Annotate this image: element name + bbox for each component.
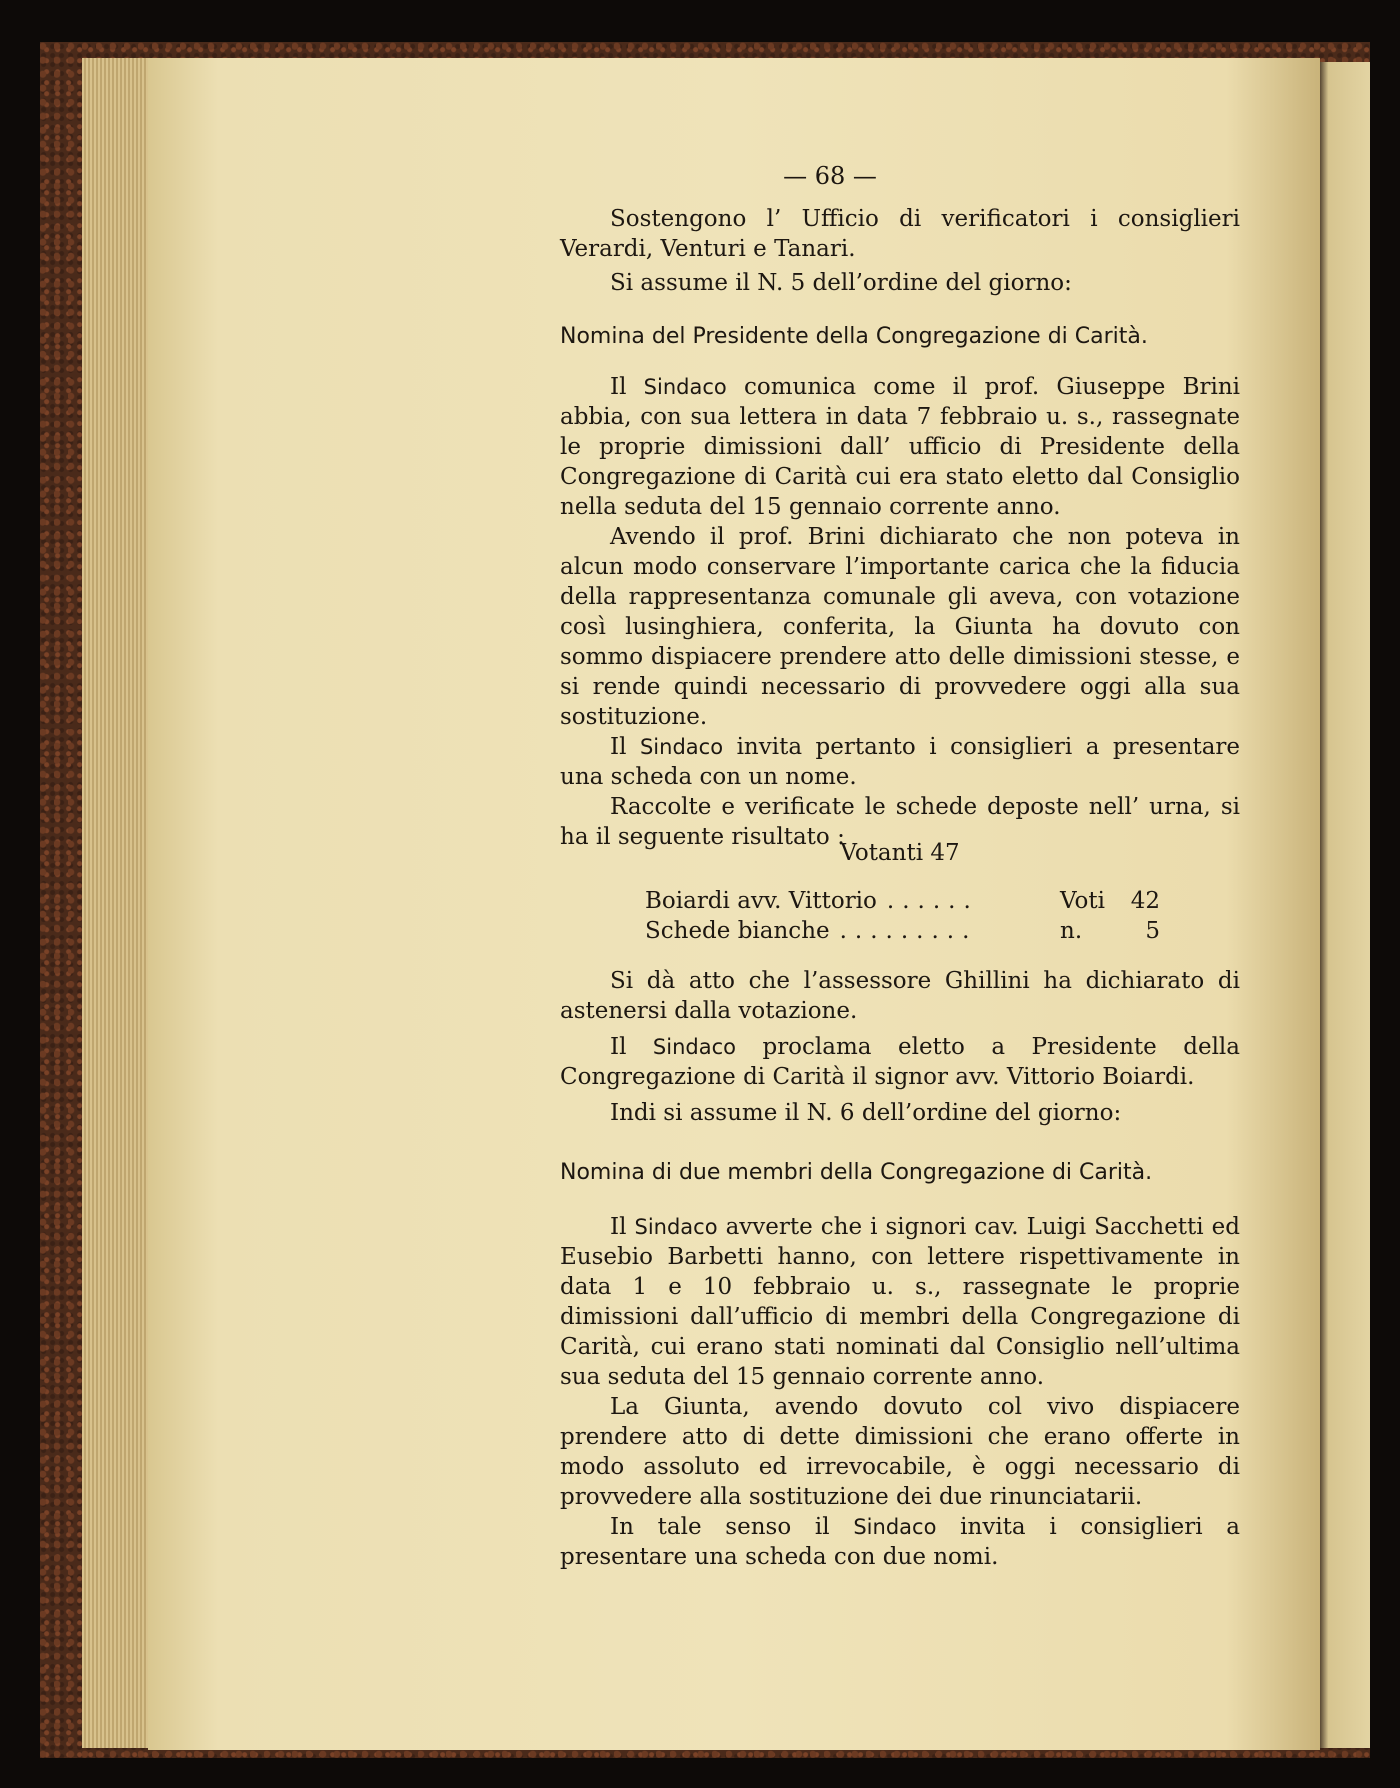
section1-block	[560, 372, 1240, 852]
section2-paragraph-2: La Giunta, avendo dovuto col vivo dispiacere prendere atto di dette dimissioni che erano offerte in modo assoluto ed irrevocabile, è oggi necessario di provvedere alla sostituzione dei due rinunciatarii.	[560, 1394, 1240, 1510]
vote-row-label: Voti	[1060, 888, 1105, 914]
vote-row-name: Boiardi avv. Vittorio	[645, 888, 877, 914]
sindaco-label: Sindaco	[634, 1215, 718, 1239]
section-title-president: Nomina del Presidente della Congregazione di Carità.	[560, 324, 1148, 349]
section1-p1-body: comunica come il prof. Giuseppe Brini abbia, con sua lettera in data 7 febbraio u. s., rassegnate le proprie dimissioni dall’ ufficio di Presidente della Congregazione di Carità cui era stato eletto dal Consiglio nella seduta del 15 gennaio corrente anno.	[560, 374, 1241, 520]
section2-block	[560, 1212, 1240, 1572]
section1-paragraph-1	[560, 372, 1240, 522]
page-number: — 68 —	[783, 162, 877, 190]
section1-paragraph-2: Avendo il prof. Brini dichiarato che non poteva in alcun modo conservare l’importante carica che la fiducia della rappresentanza comunale gli aveva, con votazione così lusinghiera, conferita, la Giunta ha dovuto con sommo dispiacere prendere atto delle dimissioni stesse, e si rende quindi necessario di provvedere oggi alla sua sostituzione.	[560, 524, 1240, 730]
section1-p3-pre: Il	[610, 734, 627, 760]
sindaco-label: Sindaco	[652, 1035, 736, 1059]
intro-paragraph-1: Sostengono l’ Ufficio di verificatori i consiglieri Verardi, Venturi e Tanari.	[560, 206, 1240, 262]
after-votes-paragraph-3: Indi si assume il N. 6 dell’ordine del giorno:	[610, 1100, 1122, 1126]
sindaco-label: Sindaco	[853, 1515, 937, 1539]
after-votes-paragraph-1: Si dà atto che l’assessore Ghillini ha dichiarato di astenersi dalla votazione.	[560, 968, 1240, 1024]
section2-p1-body: avverte che i signori cav. Luigi Sacchetti ed Eusebio Barbetti hanno, con lettere rispettivamente in data 1 e 10 febbraio u. s., rassegnate le proprie dimissioni dall’ufficio di membri della Congregazione di Carità, cui erano stati nominati dal Consiglio nell’ultima sua seduta del 15 gennaio corrente anno.	[560, 1214, 1241, 1390]
vote-row-value: 5	[1145, 918, 1160, 944]
vote-row-value: 42	[1130, 888, 1160, 914]
section2-paragraph-1	[560, 1212, 1240, 1392]
page-edges	[82, 58, 152, 1748]
section2-p3-pre: In tale senso il	[610, 1514, 830, 1540]
vote-row-dots: .........	[839, 918, 978, 944]
vote-row-label: n.	[1060, 918, 1083, 944]
section1-p1-pre: Il	[610, 374, 627, 400]
next-page-edge	[1318, 62, 1370, 1748]
after-votes-paragraph-2	[560, 1032, 1240, 1092]
after-votes-p2-pre: Il	[610, 1034, 627, 1060]
vote-row	[645, 888, 1160, 918]
section1-p3-body: invita pertanto i consiglieri a presentare una scheda con un nome.	[560, 734, 1241, 790]
sindaco-label: Sindaco	[643, 375, 727, 399]
section-title-members: Nomina di due membri della Congregazione di Carità.	[560, 1160, 1153, 1185]
after-votes-p2-body: proclama eletto a Presidente della Congregazione di Carità il signor avv. Vittorio Boiardi.	[560, 1034, 1240, 1090]
vote-row-name: Schede bianche	[645, 918, 830, 944]
section2-paragraph-3	[560, 1512, 1240, 1572]
sindaco-label: Sindaco	[639, 735, 724, 759]
vote-row-dots: ......	[886, 888, 979, 914]
section2-p3-body: invita i consiglieri a presentare una scheda con due nomi.	[560, 1514, 1240, 1570]
intro-block	[560, 204, 1240, 298]
vote-row	[645, 918, 1160, 948]
section2-p1-pre: Il	[610, 1214, 627, 1240]
after-votes-block	[560, 966, 1240, 1128]
votanti-total: Votanti 47	[840, 840, 960, 866]
section1-paragraph-4: Raccolte e verificate le schede deposte nell’ urna, si ha il seguente risultato :	[560, 794, 1240, 850]
section1-paragraph-3	[560, 732, 1240, 792]
intro-paragraph-2: Si assume il N. 5 dell’ordine del giorno:	[610, 270, 1072, 296]
